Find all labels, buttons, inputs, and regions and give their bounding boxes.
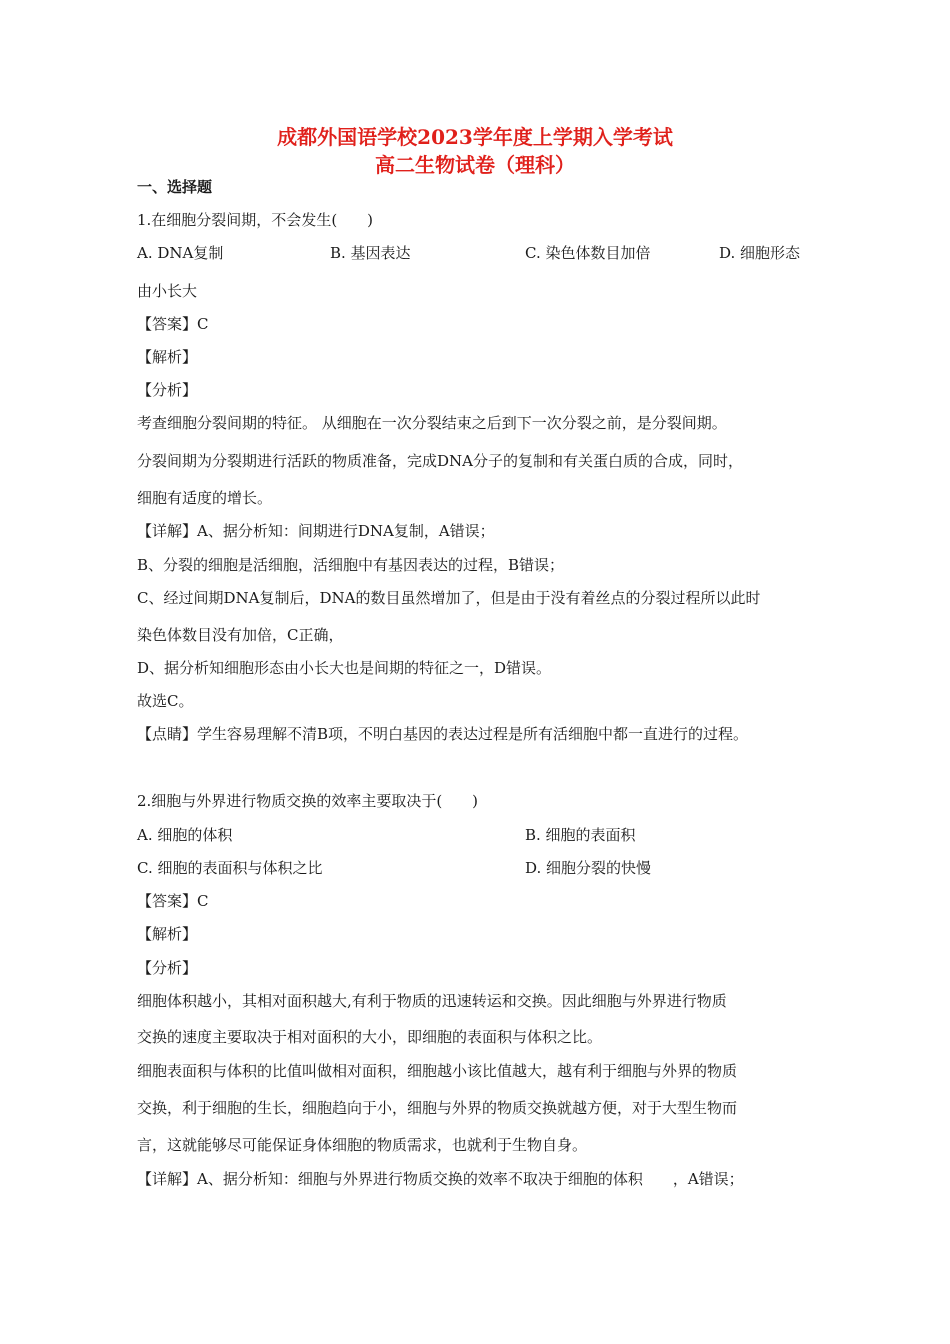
- q1-option-a: A. DNA复制: [137, 244, 224, 262]
- q1-option-b: B. 基因表达: [330, 244, 411, 262]
- q2-analysis-line: 交换，利于细胞的生长，细胞趋向于小，细胞与外界的物质交换就越方便，对于大型生物而: [137, 1099, 738, 1117]
- q1-note-line: 【点睛】学生容易理解不清B项，不明白基因的表达过程是所有活细胞中都一直进行的过程。: [137, 725, 749, 743]
- q1-detail-line: D、据分析知细胞形态由小长大也是间期的特征之一，D错误。: [137, 659, 552, 677]
- q2-option-a: A. 细胞的体积: [137, 826, 233, 844]
- q1-detail-line: C、经过间期DNA复制后，DNA的数目虽然增加了，但是由于没有着丝点的分裂过程所以此时: [137, 589, 761, 607]
- q2-answer: 【答案】C: [137, 892, 209, 910]
- q1-detail-line: 故选C。: [137, 692, 194, 710]
- q1-analysis-line: 细胞有适度的增长。: [137, 489, 273, 507]
- question-1-stem: 1.在细胞分裂间期，不会发生( ): [137, 211, 374, 229]
- q2-option-d: D. 细胞分裂的快慢: [525, 859, 652, 877]
- q1-option-c: C. 染色体数目加倍: [525, 244, 651, 262]
- q2-detail-line: 【详解】A、据分析知：细胞与外界进行物质交换的效率不取决于细胞的体积 ，A错误；: [137, 1170, 744, 1188]
- question-2-stem: 2.细胞与外界进行物质交换的效率主要取决于( ): [137, 792, 479, 810]
- q2-analysis-line: 交换的速度主要取决于相对面积的大小，即细胞的表面积与体积之比。: [137, 1028, 603, 1046]
- q2-analysis-line: 言，这就能够尽可能保证身体细胞的物质需求，也就利于生物自身。: [137, 1136, 588, 1154]
- q1-detail-line: 染色体数目没有加倍，C正确，: [137, 626, 344, 644]
- q1-answer: 【答案】C: [137, 315, 209, 333]
- q2-option-c: C. 细胞的表面积与体积之比: [137, 859, 323, 877]
- q1-analysis-line: 分裂间期为分裂期进行活跃的物质准备，完成DNA分子的复制和有关蛋白质的合成，同时，: [137, 452, 743, 470]
- q2-analysis-line: 细胞表面积与体积的比值叫做相对面积，细胞越小该比值越大，越有利于细胞与外界的物质: [137, 1062, 738, 1080]
- q1-option-d: D. 细胞形态: [719, 244, 801, 262]
- q2-analysis-line: 细胞体积越小，其相对面积越大,有利于物质的迅速转运和交换。因此细胞与外界进行物质: [137, 992, 727, 1010]
- q1-detail-line: 【详解】A、据分析知：间期进行DNA复制，A错误；: [137, 522, 495, 540]
- q1-jiexi-label: 【解析】: [137, 348, 198, 366]
- q2-option-b: B. 细胞的表面积: [525, 826, 636, 844]
- section-heading: 一、选择题: [137, 178, 213, 196]
- q1-option-d-continued: 由小长大: [137, 282, 198, 300]
- q1-fenxi-label: 【分析】: [137, 381, 198, 399]
- exam-subtitle: 高二生物试卷（理科）: [375, 153, 575, 177]
- q2-fenxi-label: 【分析】: [137, 959, 198, 977]
- q1-analysis-line: 考查细胞分裂间期的特征。 从细胞在一次分裂结束之后到下一次分裂之前，是分裂间期。: [137, 414, 727, 432]
- exam-title: 成都外国语学校2023学年度上学期入学考试: [277, 125, 673, 149]
- q1-detail-line: B、分裂的细胞是活细胞，活细胞中有基因表达的过程，B错误；: [137, 556, 565, 574]
- q2-jiexi-label: 【解析】: [137, 925, 198, 943]
